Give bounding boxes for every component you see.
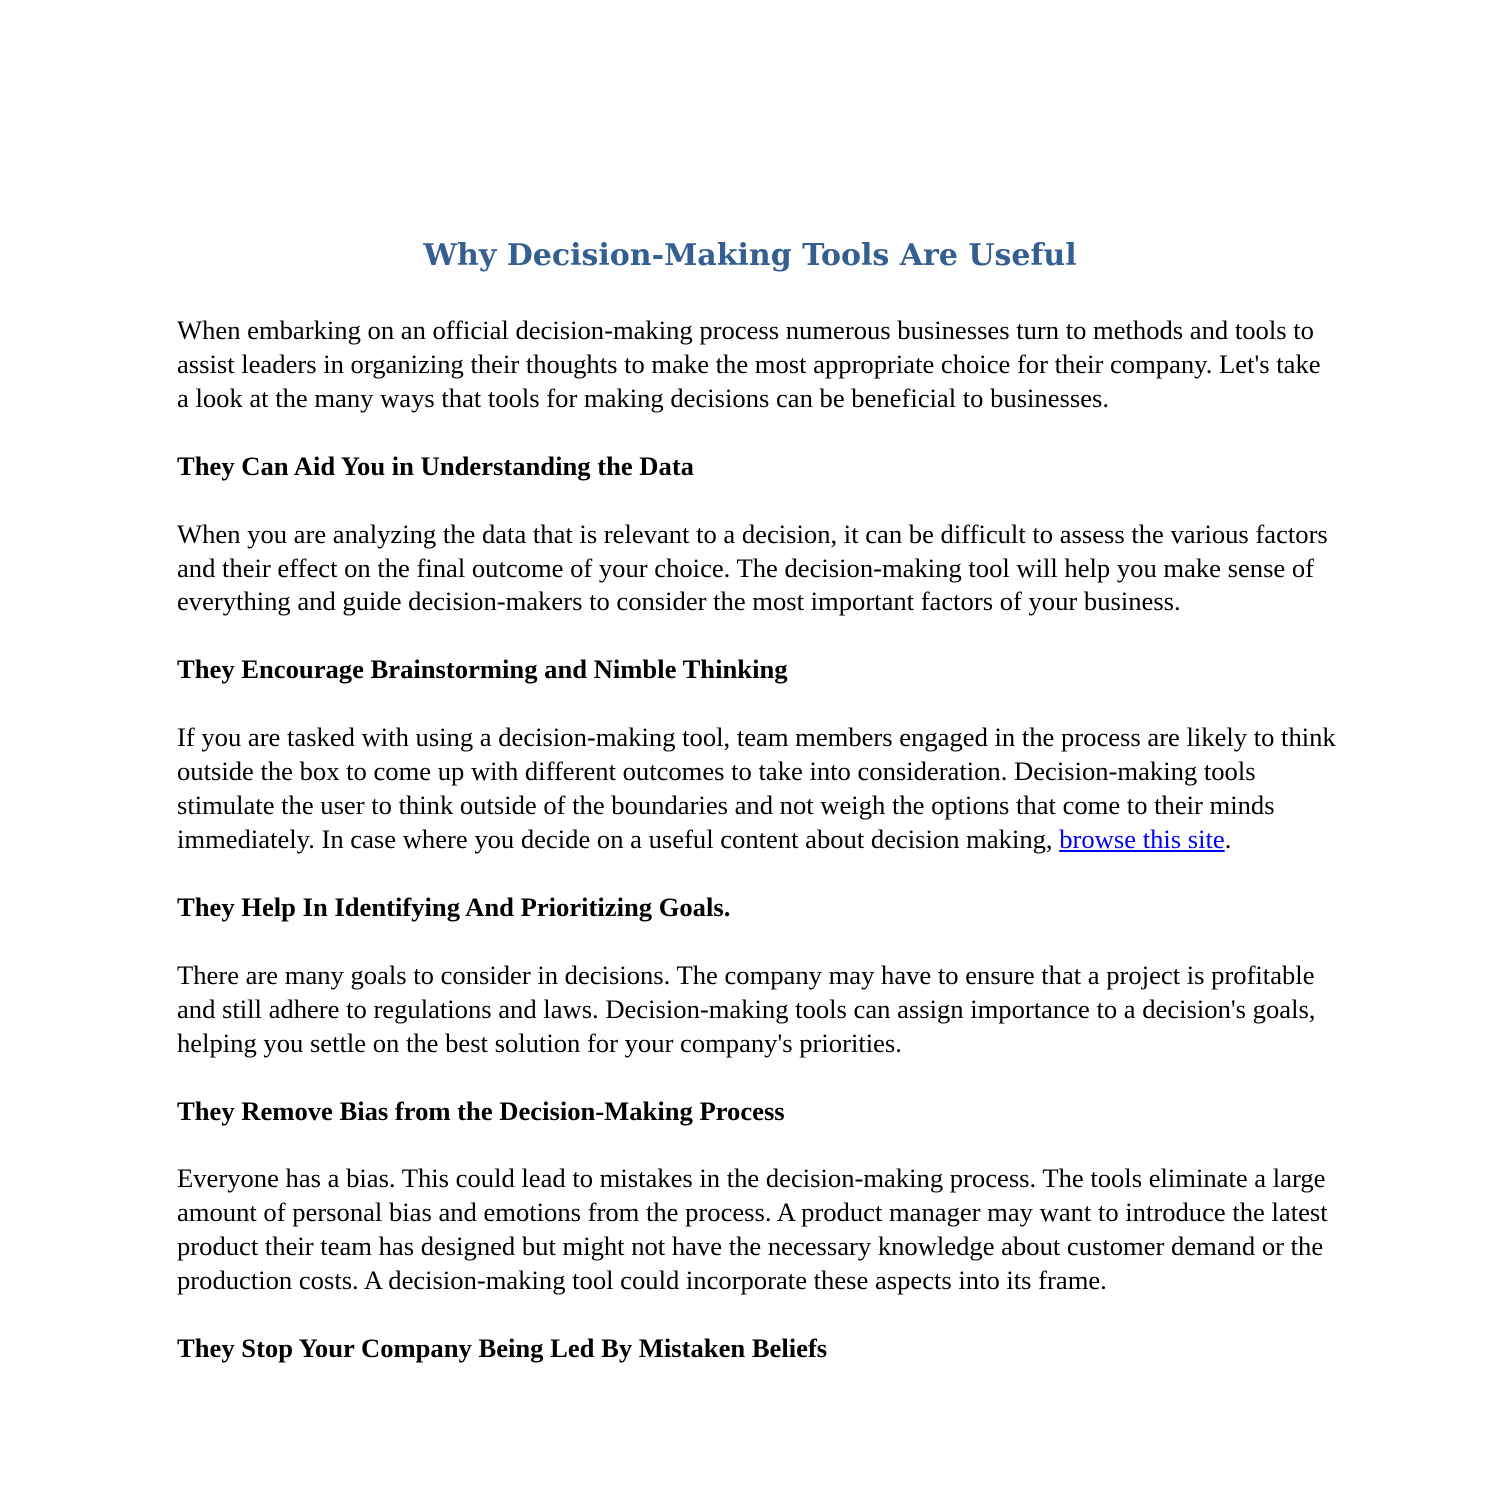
- section-heading-bias: They Remove Bias from the Decision-Making Process: [177, 1095, 785, 1126]
- document-title: Why Decision-Making Tools Are Useful: [423, 238, 1077, 273]
- brainstorming-text-end: .: [1224, 823, 1232, 854]
- section-heading-data: They Can Aid You in Understanding the Data: [177, 450, 694, 481]
- browse-site-link[interactable]: browse this site: [1059, 823, 1225, 854]
- section-body-bias: Everyone has a bias. This could lead to mistakes in the decision-making process. The tools eliminate a large amount of personal bias and emotions from the process. A product manager may want to introduce the latest product their team has designed but might not have the necessary knowledge about customer demand or the production costs. A decision-making tool could incorporate these aspects into its frame.: [177, 1163, 1328, 1296]
- section-heading-brainstorming: They Encourage Brainstorming and Nimble Thinking: [177, 654, 788, 685]
- section-heading-beliefs: They Stop Your Company Being Led By Mistaken Beliefs: [177, 1333, 828, 1364]
- intro-paragraph: When embarking on an official decision-making process numerous businesses turn to methods and tools to assist leaders in organizing their thoughts to make the most appropriate choice for their company. Let's take a look at the many ways that tools for making decisions can be beneficial to businesses.: [177, 315, 1321, 413]
- section-body-brainstorming: [177, 721, 1337, 857]
- section-heading-goals: They Help In Identifying And Prioritizing Goals.: [177, 891, 731, 922]
- brainstorming-text: If you are tasked with using a decision-making tool, team members engaged in the process are likely to think outside the box to come up with different outcomes to take into consideration. Decision-making tools stimulate the user to think outside of the boundaries and not weigh the options that come to their minds immediately. In case where you decide on a useful content about decision making,: [177, 722, 1336, 854]
- section-body-data: When you are analyzing the data that is relevant to a decision, it can be difficult to assess the various factors and their effect on the final outcome of your choice. The decision-making tool will help you make sense of everything and guide decision-makers to consider the most important factors of your business.: [177, 518, 1328, 617]
- section-body-goals: There are many goals to consider in decisions. The company may have to ensure that a project is profitable and still adhere to regulations and laws. Decision-making tools can assign importance to a decision's goals, helping you settle on the best solution for your company's priorities.: [177, 959, 1316, 1058]
- document-body: [177, 314, 1337, 1400]
